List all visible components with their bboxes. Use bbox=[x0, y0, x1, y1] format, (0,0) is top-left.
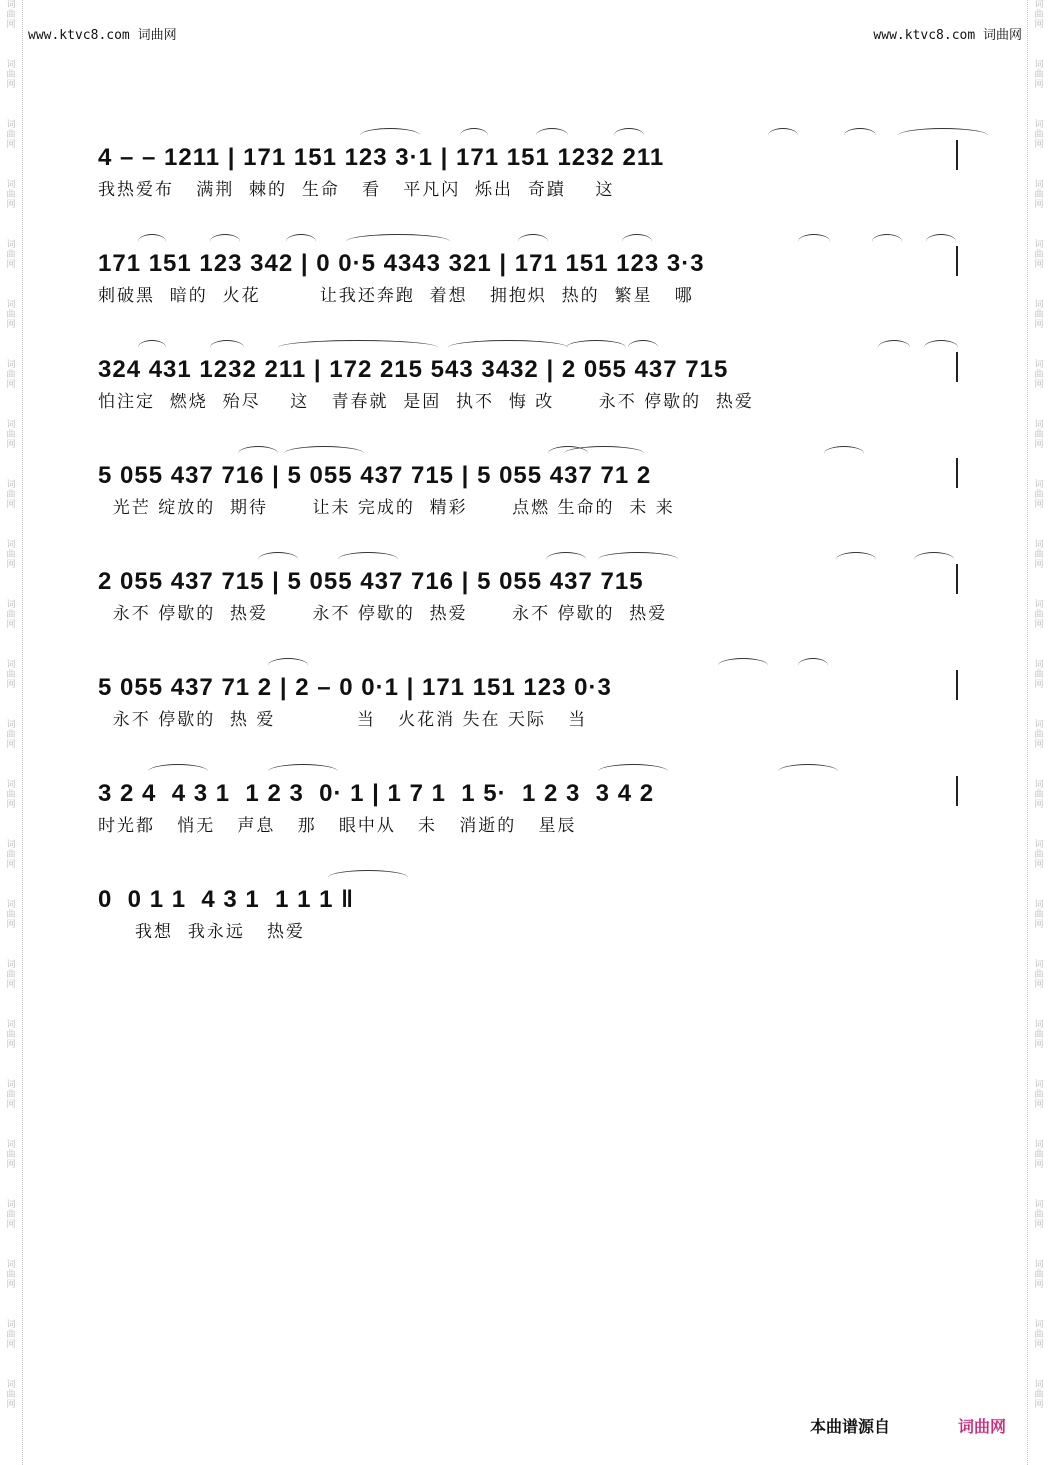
watermark-text: 词曲网 bbox=[1034, 480, 1044, 510]
watermark-text: 词曲网 bbox=[1034, 1320, 1044, 1350]
watermark-text: 词曲网 bbox=[1034, 0, 1044, 30]
lyrics-line: 我想 我永远 热爱 bbox=[98, 922, 306, 942]
lyrics-line: 永不 停歇的 热 爱 当 火花消 失在 天际 当 bbox=[98, 710, 588, 730]
barline bbox=[956, 458, 958, 488]
watermark-text: 词曲网 bbox=[6, 120, 16, 150]
notation-line: 3 2 4 4 3 1 1 2 3 0· 1 | 1 7 1 1 5· 1 2 3 3 4 2 bbox=[98, 780, 655, 807]
watermark-text: 词曲网 bbox=[1034, 180, 1044, 210]
header-site-link-left[interactable]: www.ktvc8.com 词曲网 bbox=[28, 28, 177, 43]
watermark-text: 词曲网 bbox=[1034, 900, 1044, 930]
watermark-text: 词曲网 bbox=[1034, 540, 1044, 570]
score-system-7 bbox=[98, 764, 958, 870]
notation-line: 324 431 1232 211 | 172 215 543 3432 | 2 055 437 715 bbox=[98, 356, 729, 383]
watermark-text: 词曲网 bbox=[1034, 60, 1044, 90]
notation-line: 5 055 437 71 2 | 2 – 0 0·1 | 171 151 123 0·3 bbox=[98, 674, 612, 701]
watermark-text: 词曲网 bbox=[6, 420, 16, 450]
score-system-3 bbox=[98, 340, 958, 446]
barline bbox=[956, 246, 958, 276]
watermark-text: 词曲网 bbox=[1034, 1020, 1044, 1050]
footer-brand-link[interactable]: 词曲网 bbox=[958, 1417, 1007, 1436]
watermark-text: 词曲网 bbox=[6, 300, 16, 330]
watermark-text: 词曲网 bbox=[1034, 780, 1044, 810]
watermark-text: 词曲网 bbox=[6, 1320, 16, 1350]
watermark-text: 词曲网 bbox=[6, 480, 16, 510]
notation-line: 4 – – 1211 | 171 151 123 3·1 | 171 151 1232 211 bbox=[98, 144, 665, 171]
watermark-text: 词曲网 bbox=[6, 1380, 16, 1410]
watermark-text: 词曲网 bbox=[6, 960, 16, 990]
lyrics-line: 我热爱布 满荆 棘的 生命 看 平凡闪 烁出 奇蹟 这 bbox=[98, 180, 615, 200]
watermark-text: 词曲网 bbox=[1034, 840, 1044, 870]
watermark-text: 词曲网 bbox=[6, 780, 16, 810]
watermark-text: 词曲网 bbox=[6, 1080, 16, 1110]
notation-line: 5 055 437 716 | 5 055 437 715 | 5 055 437 71 2 bbox=[98, 462, 652, 489]
footer-source-label: 本曲谱源自 bbox=[810, 1417, 891, 1436]
watermark-text: 词曲网 bbox=[6, 360, 16, 390]
barline bbox=[956, 564, 958, 594]
watermark-text: 词曲网 bbox=[1034, 240, 1044, 270]
watermark-text: 词曲网 bbox=[1034, 660, 1044, 690]
watermark-text: 词曲网 bbox=[6, 840, 16, 870]
lyrics-line: 刺破黑 暗的 火花 让我还奔跑 着想 拥抱炽 热的 繁星 哪 bbox=[98, 286, 694, 306]
watermark-text: 词曲网 bbox=[1034, 1140, 1044, 1170]
watermark-text: 词曲网 bbox=[6, 1200, 16, 1230]
lyrics-line: 怕注定 燃烧 殆尽 这 青春就 是固 执不 悔 改 永不 停歇的 热爱 bbox=[98, 392, 754, 412]
watermark-text: 词曲网 bbox=[1034, 720, 1044, 750]
barline bbox=[956, 352, 958, 382]
watermark-text: 词曲网 bbox=[1034, 600, 1044, 630]
watermark-text: 词曲网 bbox=[6, 0, 16, 30]
watermark-text: 词曲网 bbox=[6, 60, 16, 90]
watermark-text: 词曲网 bbox=[6, 1140, 16, 1170]
header-site-link-right[interactable]: www.ktvc8.com 词曲网 bbox=[873, 28, 1022, 43]
watermark-text: 词曲网 bbox=[6, 720, 16, 750]
watermark-text: 词曲网 bbox=[6, 180, 16, 210]
watermark-text: 词曲网 bbox=[1034, 1380, 1044, 1410]
watermark-text: 词曲网 bbox=[1034, 420, 1044, 450]
score-system-1 bbox=[98, 128, 958, 234]
score-system-6 bbox=[98, 658, 958, 764]
score-system-5 bbox=[98, 552, 958, 658]
watermark-text: 词曲网 bbox=[1034, 300, 1044, 330]
notation-line: 2 055 437 715 | 5 055 437 716 | 5 055 437 715 bbox=[98, 568, 644, 595]
watermark-text: 词曲网 bbox=[1034, 360, 1044, 390]
lyrics-line: 光芒 绽放的 期待 让未 完成的 精彩 点燃 生命的 未 来 bbox=[98, 498, 675, 518]
lyrics-line: 永不 停歇的 热爱 永不 停歇的 热爱 永不 停歇的 热爱 bbox=[98, 604, 668, 624]
watermark-text: 词曲网 bbox=[1034, 120, 1044, 150]
barline bbox=[956, 670, 958, 700]
watermark-text: 词曲网 bbox=[6, 600, 16, 630]
barline bbox=[956, 776, 958, 806]
lyrics-line: 时光都 悄无 声息 那 眼中从 未 消逝的 星辰 bbox=[98, 816, 577, 836]
right-edge-line bbox=[1027, 0, 1028, 1465]
right-watermark-strip bbox=[1030, 0, 1048, 1465]
notation-line: 0 0 1 1 4 3 1 1 1 1 ‖ bbox=[98, 886, 355, 913]
score-system-4 bbox=[98, 446, 958, 552]
left-edge-line bbox=[22, 0, 23, 1465]
barline bbox=[956, 140, 958, 170]
watermark-text: 词曲网 bbox=[6, 660, 16, 690]
watermark-text: 词曲网 bbox=[6, 540, 16, 570]
watermark-text: 词曲网 bbox=[1034, 1200, 1044, 1230]
notation-line: 171 151 123 342 | 0 0·5 4343 321 | 171 151 123 3·3 bbox=[98, 250, 705, 277]
left-watermark-strip bbox=[2, 0, 20, 1465]
watermark-text: 词曲网 bbox=[6, 1260, 16, 1290]
watermark-text: 词曲网 bbox=[6, 240, 16, 270]
score-system-2 bbox=[98, 234, 958, 340]
jianpu-score bbox=[98, 128, 958, 976]
watermark-text: 词曲网 bbox=[6, 1020, 16, 1050]
watermark-text: 词曲网 bbox=[1034, 960, 1044, 990]
watermark-text: 词曲网 bbox=[1034, 1260, 1044, 1290]
score-system-8 bbox=[98, 870, 958, 976]
watermark-text: 词曲网 bbox=[1034, 1080, 1044, 1110]
watermark-text: 词曲网 bbox=[6, 900, 16, 930]
